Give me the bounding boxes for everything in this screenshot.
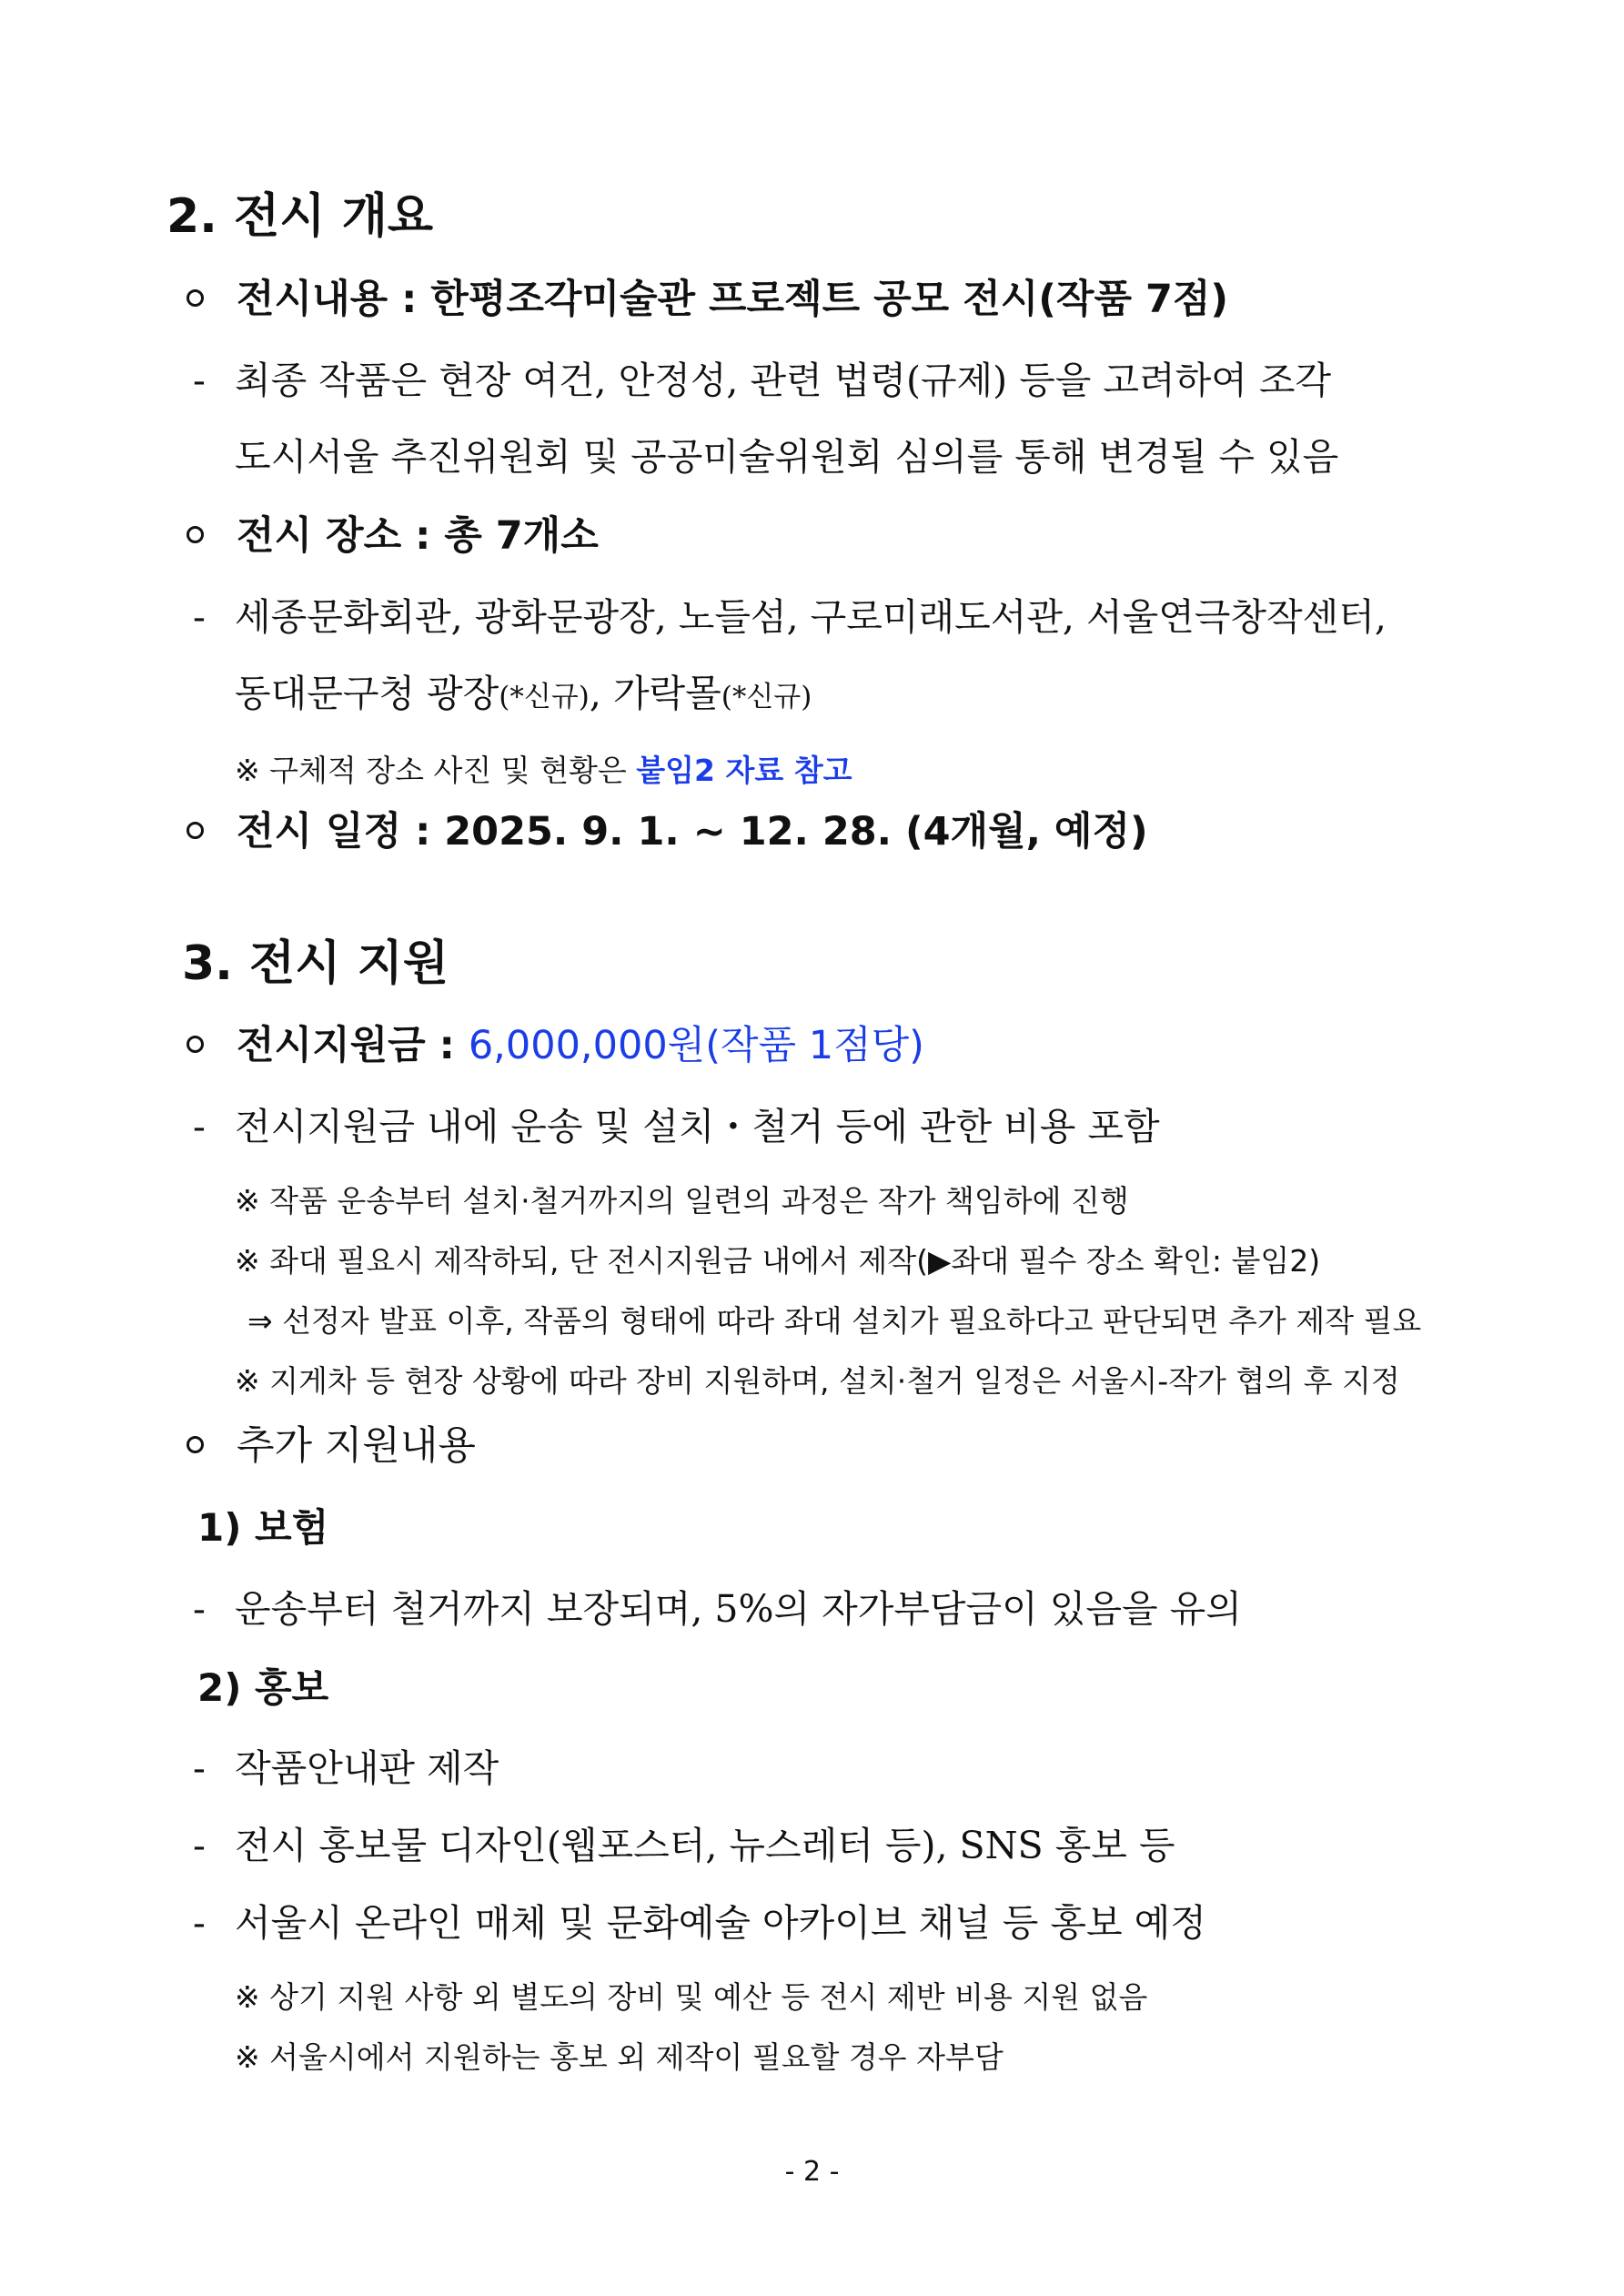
attachment-reference-link: 붙임2 자료 참고 [636, 753, 852, 788]
section3-title: 3. 전시 지원 [182, 936, 449, 991]
grant-value: 6,000,000원(작품 1점당) [468, 1023, 924, 1068]
circle-bullet-icon [187, 1036, 204, 1053]
exhibit-content-desc-2: 도시서울 추진위원회 및 공공미술위원회 심의를 통해 변경될 수 있음 [235, 435, 1339, 479]
exhibit-venue-desc-1: - 세종문화회관, 광화문광장, 노들섬, 구로미래도서관, 서울연극창작센터, [193, 595, 1387, 639]
grant-note-1: ※ 작품 운송부터 설치·철거까지의 일련의 과정은 작가 책임하에 진행 [235, 1183, 1129, 1219]
exhibit-content-label: 전시내용 : 한평조각미술관 프로젝트 공모 전시(작품 7점) [237, 277, 1229, 322]
promo-desc-2: - 전시 홍보물 디자인(웹포스터, 뉴스레터 등), SNS 홍보 등 [193, 1824, 1175, 1867]
grant-note-2: ※ 좌대 필요시 제작하되, 단 전시지원금 내에서 제작(▶좌대 필수 장소 확인: 붙임2) [235, 1243, 1321, 1279]
grant-item [187, 1023, 924, 1068]
exhibit-content-item [187, 277, 1229, 322]
extra-support-item [187, 1423, 476, 1469]
section2-title: 2. 전시 개요 [166, 189, 434, 244]
circle-bullet-icon [187, 822, 204, 839]
insurance-title: 1) 보험 [197, 1505, 329, 1550]
circle-bullet-icon [187, 526, 204, 543]
extra-support-label: 추가 지원내용 [237, 1423, 476, 1469]
exhibit-schedule-label: 전시 일정 : 2025. 9. 1. ~ 12. 28. (4개월, 예정) [237, 809, 1148, 855]
promo-title: 2) 홍보 [197, 1665, 329, 1710]
grant-label: 전시지원금 : [237, 1023, 469, 1068]
circle-bullet-icon [187, 289, 204, 307]
grant-note-4: ※ 지게차 등 현장 상황에 따라 장비 지원하며, 설치·철거 일정은 서울시-작가 협의 후 지정 [235, 1363, 1400, 1399]
exhibit-venue-label: 전시 장소 : 총 7개소 [237, 513, 599, 559]
promo-note-2: ※ 서울시에서 지원하는 홍보 외 제작이 필요할 경우 자부담 [235, 2039, 1004, 2075]
exhibit-venue-item [187, 513, 599, 559]
exhibit-venue-desc-2: 동대문구청 광장(*신규), 가락몰(*신규) [235, 672, 812, 715]
grant-note-3: ⇒ 선정자 발표 이후, 작품의 형태에 따라 좌대 설치가 필요하다고 판단되면 추가 제작 필요 [247, 1303, 1422, 1339]
promo-desc-3: - 서울시 온라인 매체 및 문화예술 아카이브 채널 등 홍보 예정 [193, 1901, 1206, 1945]
exhibit-venue-note: ※ 구체적 장소 사진 및 현황은 붙임2 자료 참고 [235, 753, 852, 788]
insurance-desc: - 운송부터 철거까지 보장되며, 5%의 자가부담금이 있음을 유의 [193, 1587, 1242, 1631]
circle-bullet-icon [187, 1436, 204, 1453]
page-number: - 2 - [784, 2156, 840, 2188]
promo-note-1: ※ 상기 지원 사항 외 별도의 장비 및 예산 등 전시 제반 비용 지원 없음 [235, 1979, 1148, 2015]
promo-desc-1: - 작품안내판 제작 [193, 1746, 499, 1790]
exhibit-schedule-item [187, 809, 1148, 855]
exhibit-content-desc-1: - 최종 작품은 현장 여건, 안정성, 관련 법령(규제) 등을 고려하여 조각 [193, 359, 1332, 402]
grant-desc: - 전시지원금 내에 운송 및 설치・철거 등에 관한 비용 포함 [193, 1105, 1160, 1148]
